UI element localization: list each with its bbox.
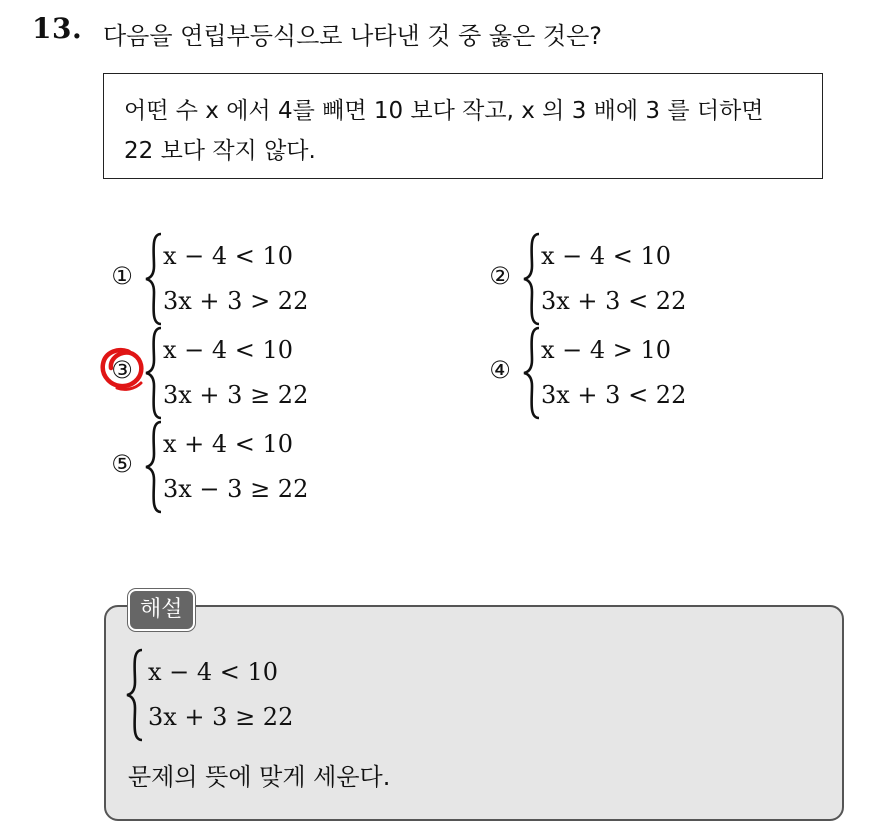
inequality-1: x − 4 < 10: [541, 242, 672, 270]
brace-icon: [145, 232, 163, 326]
inequality-1: x − 4 > 10: [541, 336, 672, 364]
condition-box: [103, 73, 823, 179]
question-text: 다음을 연립부등식으로 나타낸 것 중 옳은 것은?: [103, 22, 603, 50]
solution-inequality-2: 3x + 3 ≥ 22: [148, 703, 294, 731]
condition-line-1: 어떤 수 x 에서 4를 빼면 10 보다 작고, x 의 3 배에 3 를 더하면: [124, 98, 764, 124]
solution-text: 문제의 뜻에 맞게 세운다.: [128, 763, 391, 791]
choice-marker: ③: [111, 356, 133, 384]
brace-icon: [126, 648, 144, 742]
choice-marker: ④: [489, 356, 511, 384]
condition-line-2: 22 보다 작지 않다.: [124, 138, 316, 164]
inequality-1: x − 4 < 10: [163, 336, 294, 364]
brace-icon: [523, 232, 541, 326]
choice-marker: ①: [111, 262, 133, 290]
inequality-1: x − 4 < 10: [163, 242, 294, 270]
solution-system: [126, 648, 426, 742]
brace-icon: [145, 420, 163, 514]
brace-icon: [523, 326, 541, 420]
choice-marker: ⑤: [111, 450, 133, 478]
question-number: 13.: [32, 12, 83, 45]
inequality-2: 3x + 3 > 22: [163, 287, 309, 315]
inequality-2: 3x − 3 ≥ 22: [163, 475, 309, 503]
answer-mark-icon: [99, 346, 149, 392]
inequality-2: 3x + 3 ≥ 22: [163, 381, 309, 409]
inequality-2: 3x + 3 < 22: [541, 381, 687, 409]
solution-label: 해설: [128, 589, 195, 631]
solution-inequality-1: x − 4 < 10: [148, 658, 279, 686]
inequality-2: 3x + 3 < 22: [541, 287, 687, 315]
inequality-1: x + 4 < 10: [163, 430, 294, 458]
choice-marker: ②: [489, 262, 511, 290]
